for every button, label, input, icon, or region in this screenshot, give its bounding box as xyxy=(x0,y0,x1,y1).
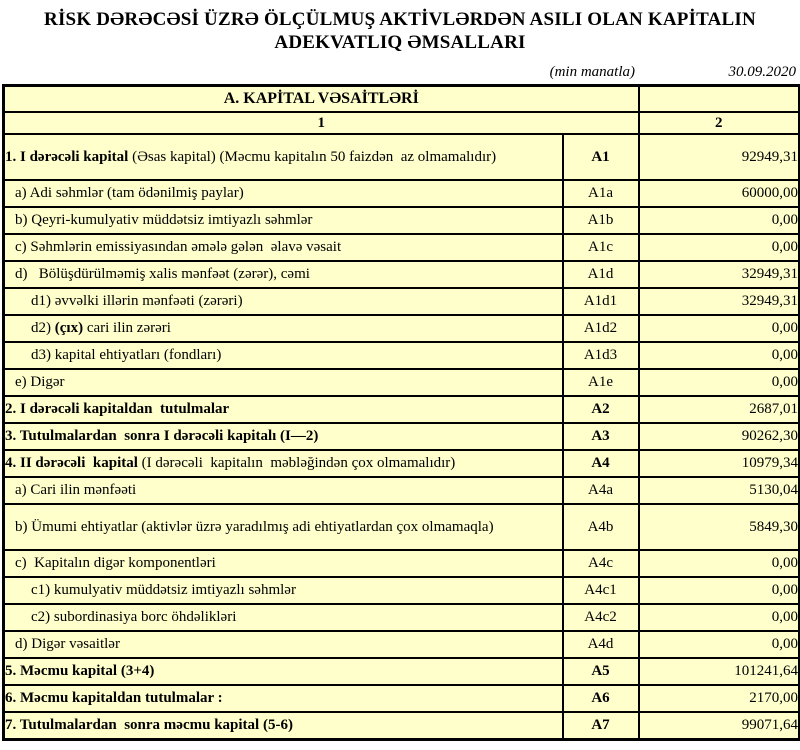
table-row xyxy=(4,423,800,450)
row-label: d3) kapital ehtiyatları (fondları) xyxy=(4,342,563,369)
table-row xyxy=(4,658,800,685)
row-code: A4b xyxy=(563,504,639,550)
section-header-empty-cell xyxy=(639,86,800,113)
table-row xyxy=(4,315,800,342)
table-row xyxy=(4,712,800,740)
row-label: d) Bölüşdürülməmiş xalis mənfəət (zərər), cəmi xyxy=(4,261,563,288)
row-code: A1c xyxy=(563,234,639,261)
page-title xyxy=(2,8,798,54)
row-code: A6 xyxy=(563,685,639,712)
row-value: 99071,64 xyxy=(639,712,800,740)
table-row xyxy=(4,604,800,631)
row-value: 0,00 xyxy=(639,207,800,234)
table-row xyxy=(4,134,800,180)
row-label: d1) əvvəlki illərin mənfəəti (zərəri) xyxy=(4,288,563,315)
row-value: 0,00 xyxy=(639,369,800,396)
row-label: b) Qeyri-kumulyativ müddətsiz imtiyazlı səhmlər xyxy=(4,207,563,234)
row-value: 0,00 xyxy=(639,577,800,604)
table-row xyxy=(4,288,800,315)
row-label: d2) (çıx) cari ilin zərəri xyxy=(4,315,563,342)
table-row xyxy=(4,234,800,261)
row-code: A5 xyxy=(563,658,639,685)
column-number-row xyxy=(4,112,800,134)
row-value: 0,00 xyxy=(639,604,800,631)
row-value: 32949,31 xyxy=(639,261,800,288)
row-code: A3 xyxy=(563,423,639,450)
row-code: A1d1 xyxy=(563,288,639,315)
row-label: c1) kumulyativ müddətsiz imtiyazlı səhmlər xyxy=(4,577,563,604)
row-label: b) Ümumi ehtiyatlar (aktivlər üzrə yaradılmış adi ehtiyatlardan çox olmamaqla) xyxy=(4,504,563,550)
row-value: 92949,31 xyxy=(639,134,800,180)
table-row xyxy=(4,577,800,604)
row-label: 1. I dərəcəli kapital (Əsas kapital) (Məcmu kapitalın 50 faizdən az olmamalıdır) xyxy=(4,134,563,180)
row-value: 0,00 xyxy=(639,342,800,369)
row-value: 90262,30 xyxy=(639,423,800,450)
table-row xyxy=(4,396,800,423)
capital-table xyxy=(2,84,800,741)
table-row xyxy=(4,342,800,369)
row-code: A1a xyxy=(563,180,639,207)
col-1-header-cell: 1 xyxy=(4,112,639,134)
report-date: 30.09.2020 xyxy=(728,64,796,80)
table-row xyxy=(4,685,800,712)
row-code: A4d xyxy=(563,631,639,658)
row-label: 3. Tutulmalardan sonra I dərəcəli kapitalı (I—2) xyxy=(4,423,563,450)
row-label: 4. II dərəcəli kapital (I dərəcəli kapitalın məbləğindən çox olmamalıdır) xyxy=(4,450,563,477)
table-row xyxy=(4,631,800,658)
row-value: 0,00 xyxy=(639,631,800,658)
row-value: 0,00 xyxy=(639,234,800,261)
row-label: e) Digər xyxy=(4,369,563,396)
row-label: 6. Məcmu kapitaldan tutulmalar : xyxy=(4,685,563,712)
page-title-line2: ADEKVATLIQ ƏMSALLARI xyxy=(274,32,526,53)
table-row xyxy=(4,550,800,577)
table-row xyxy=(4,369,800,396)
row-label: 7. Tutulmalardan sonra məcmu kapital (5-6) xyxy=(4,712,563,740)
col-2-header-cell: 2 xyxy=(639,112,800,134)
row-label: a) Cari ilin mənfəəti xyxy=(4,477,563,504)
row-label: 2. I dərəcəli kapitaldan tutulmalar xyxy=(4,396,563,423)
row-label: c2) subordinasiya borc öhdəlikləri xyxy=(4,604,563,631)
row-value: 32949,31 xyxy=(639,288,800,315)
row-label: d) Digər vəsaitlər xyxy=(4,631,563,658)
row-value: 10979,34 xyxy=(639,450,800,477)
row-value: 5130,04 xyxy=(639,477,800,504)
table-row xyxy=(4,261,800,288)
row-code: A1b xyxy=(563,207,639,234)
table-row xyxy=(4,180,800,207)
row-value: 60000,00 xyxy=(639,180,800,207)
row-code: A4 xyxy=(563,450,639,477)
row-code: A2 xyxy=(563,396,639,423)
table-row xyxy=(4,207,800,234)
unit-note: (min manatla) xyxy=(549,64,635,80)
row-code: A1d2 xyxy=(563,315,639,342)
table-row xyxy=(4,450,800,477)
row-value: 2170,00 xyxy=(639,685,800,712)
row-value: 0,00 xyxy=(639,550,800,577)
table-body xyxy=(4,134,800,740)
row-code: A4c2 xyxy=(563,604,639,631)
row-label: c) Kapitalın digər komponentləri xyxy=(4,550,563,577)
table-row xyxy=(4,504,800,550)
page-title-line1: RİSK DƏRƏCƏSİ ÜZRƏ ÖLÇÜLMUŞ AKTİVLƏRDƏN ASILI OLAN KAPİTALIN xyxy=(44,9,756,30)
row-code: A1d3 xyxy=(563,342,639,369)
row-value: 5849,30 xyxy=(639,504,800,550)
row-value: 0,00 xyxy=(639,315,800,342)
section-header-cell: A. KAPİTAL VƏSAİTLƏRİ xyxy=(4,86,639,113)
row-code: A7 xyxy=(563,712,639,740)
row-label: 5. Məcmu kapital (3+4) xyxy=(4,658,563,685)
row-code: A1 xyxy=(563,134,639,180)
row-code: A1e xyxy=(563,369,639,396)
row-label: c) Səhmlərin emissiyasından əmələ gələn əlavə vəsait xyxy=(4,234,563,261)
meta-row xyxy=(2,64,798,81)
row-code: A1d xyxy=(563,261,639,288)
row-code: A4c xyxy=(563,550,639,577)
row-code: A4a xyxy=(563,477,639,504)
row-value: 2687,01 xyxy=(639,396,800,423)
row-code: A4c1 xyxy=(563,577,639,604)
table-row xyxy=(4,477,800,504)
row-value: 101241,64 xyxy=(639,658,800,685)
section-header-row xyxy=(4,86,800,113)
row-label: a) Adi səhmlər (tam ödənilmiş paylar) xyxy=(4,180,563,207)
